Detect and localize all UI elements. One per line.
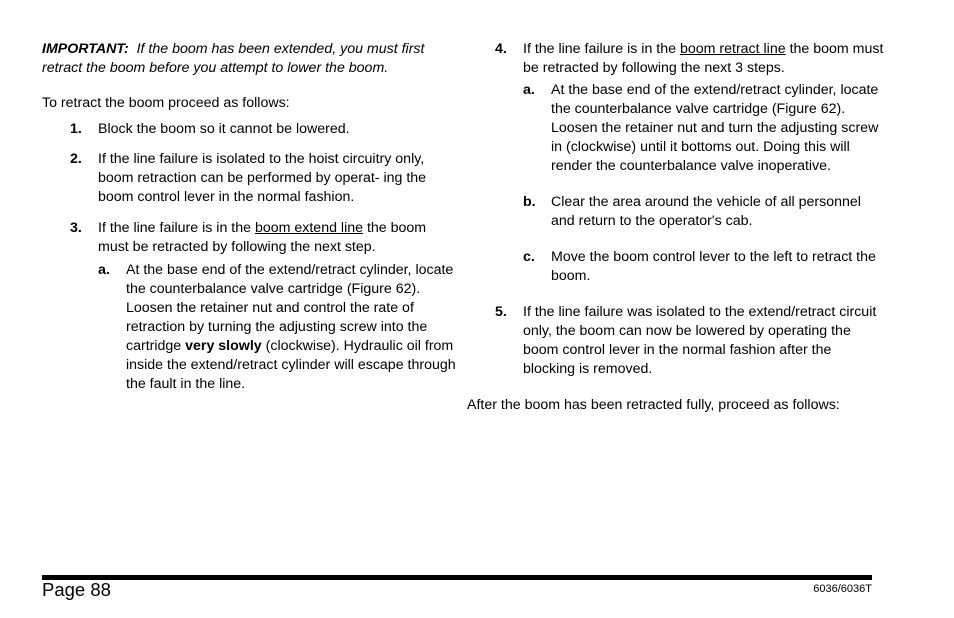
- substep-text: Move the boom control lever to the left to retract the boom.: [551, 249, 876, 284]
- boom-retract-line-link: boom retract line: [679, 41, 786, 57]
- right-column: [467, 40, 887, 415]
- page-number: Page 88: [42, 579, 111, 600]
- very-slowly-emphasis: very slowly: [185, 338, 262, 354]
- step-4c: [495, 248, 887, 286]
- step-number: 2.: [70, 151, 82, 167]
- step-text: [98, 219, 457, 257]
- substep-text-after: (clockwise). Hydraulic oil from inside the extend/retract cylinder will escape through the fault in the line.: [126, 338, 456, 392]
- substep-letter: a.: [98, 262, 110, 278]
- step-number: 5.: [495, 304, 507, 320]
- step-number: 3.: [70, 220, 82, 236]
- substep-text: [126, 261, 457, 394]
- step-1: [70, 120, 457, 139]
- step-4b: [495, 193, 887, 231]
- footer-rule: [42, 575, 872, 580]
- left-column: [42, 40, 457, 394]
- substep-letter: a.: [523, 82, 535, 98]
- substep-letter: b.: [523, 194, 536, 210]
- step-text: If the line failure was isolated to the extend/retract circuit only, the boom can now be lowered by operating the boom control lever in the normal fashion after the blocking is removed.: [523, 304, 877, 377]
- boom-extend-line-link: boom extend line: [254, 220, 364, 236]
- step-number: 4.: [495, 41, 507, 57]
- step-2: [70, 150, 457, 207]
- step-4: [495, 40, 887, 78]
- step-3: [70, 219, 457, 257]
- model-number: 6036/6036T: [813, 583, 872, 595]
- intro-text: To retract the boom proceed as follows:: [42, 95, 290, 111]
- step-text-before: If the line failure is in the: [98, 220, 251, 236]
- step-text-after: the boom must be retracted by following the next 3 steps.: [523, 41, 884, 76]
- step-3a: [70, 261, 457, 394]
- step-4a: [495, 81, 887, 176]
- step-text-after: the boom must be retracted by following the next step.: [98, 220, 427, 255]
- step-text: If the line failure is isolated to the hoist circuitry only, boom retraction can be performed by operat- ing the boom control lever in the normal fashion.: [98, 151, 427, 205]
- important-note: [42, 40, 457, 77]
- outro-text: After the boom has been retracted fully, proceed as follows:: [467, 397, 840, 413]
- substep-text: Clear the area around the vehicle of all personnel and return to the operator's cab.: [551, 194, 861, 229]
- important-label: IMPORTANT:: [42, 41, 129, 57]
- step-text-before: If the line failure is in the: [523, 41, 676, 57]
- substep-letter: c.: [523, 249, 535, 265]
- step-text: [523, 40, 887, 78]
- step-text: Block the boom so it cannot be lowered.: [98, 121, 350, 137]
- step-number: 1.: [70, 121, 82, 137]
- substep-text-before: At the base end of the extend/retract cylinder, locate the counterbalance valve cartridge (Figure 62). Loosen the retainer nut and control the rate of retraction by turning the adjusting screw into the cartridge: [126, 262, 454, 354]
- step-5: [495, 303, 887, 379]
- important-text: If the boom has been extended, you must first retract the boom before you attempt to lower the boom.: [42, 41, 425, 76]
- substep-text: At the base end of the extend/retract cylinder, locate the counterbalance valve cartridge (Figure 62). Loosen the retainer nut and turn the adjusting screw in (clockwise) until it bottoms out. Doing this will render the counterbalance valve inoperative.: [551, 82, 879, 174]
